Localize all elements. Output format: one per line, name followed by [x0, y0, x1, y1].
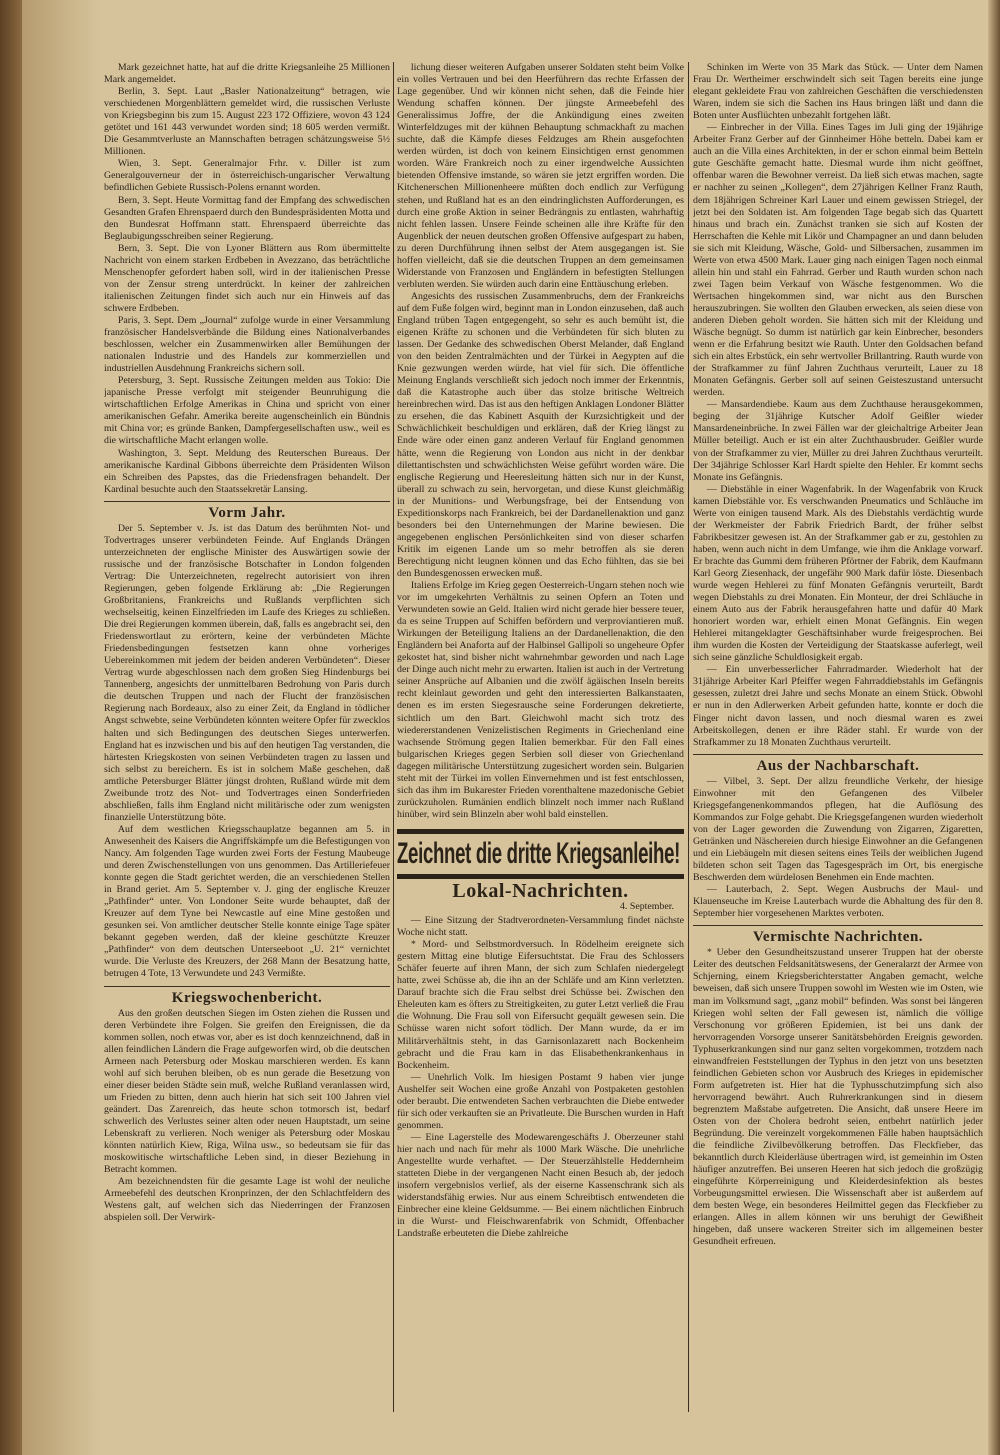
- column-rule: [393, 62, 394, 1412]
- article-paragraph: Schinken im Werte von 35 Mark das Stück. — Unter dem Namen Frau Dr. Wertheimer erschwindelt sich seit Tagen bereits eine junge elegant gekleidete Frau von zahlreichen Geschäften die verschiedensten Waren, indem sie sich die Sachen ins Haus bringen läßt und dann die Boten unter Ausflüchten unbezahlt fortgehen läßt.: [693, 62, 983, 122]
- article-paragraph: — Unehrlich Volk. Im hiesigen Postamt 9 haben vier junge Aushelfer seit Wochen eine große Anzahl von Postpaketen gestohlen oder beraubt. Die entwendeten Sachen verbrauchten die Diebe entweder für sich oder verkauften sie an Privatleute. Die Burschen wurden in Haft genommen.: [397, 1071, 684, 1131]
- article-paragraph: Italiens Erfolge im Krieg gegen Oesterreich-Ungarn stehen noch wie vor im umgekehrten Verhältnis zu seinen Opfern an Toten und Verwundeten sowie an Geld. Italien wird nicht gerade hier bessere teuer, da es seine Truppen auf Schiffen befördern und verproviantieren muß. Wirkungen der Beteiligung Italiens an der Dardanellenaktion, die den Engländern bei Anaforta auf der Halbinsel Gallipoli so ungeheure Opfer gekostet hat, sind bisher nicht wahrnehmbar geworden und nach Lage der Dinge auch nicht mehr zu erwarten. Italien ist auch in der Vertretung seiner Ansprüche auf Albanien und die zwölf ägäischen Inseln bereits recht kleinlaut geworden und geht den interessierten Balkanstaaten, denen es im ersten Siegesrausche seine Forderungen dekretierte, sichtlich um den Bart. Gleichwohl macht sich trotz des wiedererstandenen Venizelistischen Regiments in Griechenland eine wachsende Strömung gegen Italien bemerkbar. Für den Fall eines bulgarischen Krieges gegen Serbien soll dieser von Griechenland dagegen militärische Unterstützung zugesichert worden sein. Bulgarien steht mit der Türkei im vollen Einvernehmen und ist fest entschlossen, sich das ihm im Bukarester Frieden vorenthaltene mazedonische Gebiet zurückzuholen. Rumänien endlich blinzelt noch immer nach Rußland hinüber, wird sein Blinzeln aber wohl bald einstellen.: [397, 580, 684, 820]
- article-paragraph: — Eine Sitzung der Stadtverordneten-Versammlung findet nächste Woche nicht statt.: [397, 915, 684, 939]
- article-paragraph: lichung dieser weiteren Aufgaben unserer Soldaten steht beim Volke ein volles Vertrauen und bei den Heerführern das rechte Erfassen der Lage gegenüber. Und wir können nicht sehen, daß die Feinde hier Wendung schaffen können. Der jüngste Armeebefehl des Generalissimus Joffre, der die Ankündigung eines zweiten Winterfeldzuges mit der kühnen Behauptung schmackhaft zu machen suchte, daß die Kämpfe dieses Feldzuges am Rhein ausgefochten werden würden, ist doch von keinem Einsichtigen ernst genommen worden. Wäre Frankreich noch zu einer irgendwelche Aussichten bietenden Offensive imstande, so wären sie jetzt ergriffen worden. Die Kitchenerschen Millionenheere müßten doch endlich zur Verfügung stehen, und Rußland hat es an den eindringlichsten Aufforderungen, es durch eine große Aktion in seiner Bedrängnis zu entlasten, wahrhaftig nicht fehlen lassen. Unsere Feinde scheinen alle ihre Kräfte für den Augenblick der neuen deutschen großen Offensive aufgespart zu haben, zu deren Durchführung ihnen selbst der Atem ausgegangen ist. Sie hoffen vielleicht, daß sie die deutschen Truppen an dem gemeinsamen Widerstande von Franzosen und Engländern in befestigten Stellungen verbluten werden. Sie würden auch darin eine Enttäuschung erleben.: [397, 62, 684, 290]
- section-heading: Vorm Jahr.: [104, 501, 390, 519]
- article-paragraph: — Diebstähle in einer Wagenfabrik. In der Wagenfabrik von Kruck kamen Diebstähle vor. Es verschwanden Pneumatics und Schläuche im Werte von einigen tausend Mark. Als des Diebstahls verdächtig wurde der Werkmeister der Fabrik Friedrich Bardt, der früher selbst Fabrikbesitzer gewesen ist. An der Strafkammer gab er zu, gestohlen zu haben, wenn auch nicht in dem Umfange, wie ihm die Anklage vorwarf. Er brachte das Gummi dem früheren Pförtner der Fabrik, dem Kaufmann Karl Georg Ziesenhack, der ungefähr 900 Mark dafür löste. Diesenbach wurde wegen Hehlerei zu fünf Monaten Gefängnis verurteilt, Bardt wegen Diebstahls zu drei Monaten. Ein Monteur, der drei Schläuche in einem Auto aus der Fabrik herausgefahren hatte und dafür 40 Mark honoriert worden war, erhielt einen Monat Gefängnis. Ein wegen Hehlerei mitangeklagter Geschäftsinhaber wurde freigesprochen. Bei ihm wurden die Kosten der Verteidigung der Staatskasse auferlegt, weil sich seine gänzliche Schuldlosigkeit ergab.: [693, 483, 983, 664]
- article-paragraph: — Vilbel, 3. Sept. Der allzu freundliche Verkehr, der hiesige Einwohner mit den Gefangenen des Vilbeler Kriegsgefangenenkommandos pflegen, hat die Auflösung des Kommandos zur Folge gehabt. Die Kriegsgefangenen wurden wiederholt von der Lager geworden die Zuwendung von Zigarren, Zigaretten, Getränken und Näschereien durch hiesige Einwohner an die Gefangenen und ein Liebäugeln mit diesen seitens eines Teils der weiblichen Jugend bildeten schon seit Tagen das Tagesgespräch im Ort, bis energische Beschwerden dem würdelosen Benehmen ein Ende machten.: [693, 775, 983, 884]
- column-3: [693, 62, 983, 1410]
- banner-text: Zeichnet die dritte Kriegsanleihe!: [397, 836, 680, 870]
- article-paragraph: Washington, 3. Sept. Meldung des Reuterschen Bureaus. Der amerikanische Kardinal Gibbons überreichte dem Präsidenten Wilson ein Schreiben des Papstes, das die Friedensfragen behandelt. Der Kardinal besuchte auch den Staatssekretär Lansing.: [104, 447, 390, 495]
- article-paragraph: Bern, 3. Sept. Heute Vormittag fand der Empfang des schwedischen Gesandten Grafen Ehrenspaerd durch den Bundespräsidenten Motta und den Bundesrat Hoffmann statt. Ehrenspaerd überreichte das Beglaubigungsschreiben seiner Regierung.: [104, 194, 390, 242]
- article-paragraph: Angesichts des russischen Zusammenbruchs, dem der Frankreichs auf dem Fuße folgen wird, beginnt man in London einzusehen, daß auch England trüben Tagen entgegengeht, so sehr es auch bemüht ist, die eigenen Kräfte zu schonen und die Verbündeten für sich bluten zu lassen. Der Gedanke des schwedischen Oberst Melander, daß England von den beiden Zentralmächten und der Türkei in Aegypten auf die Knie gezwungen werden würde, hat viel für sich. Die öffentliche Meinung Englands verschließt sich jedoch noch immer der Erkenntnis, daß die Katastrophe auch über das stolze britische Weltreich hereinbrechen wird. Das ist aus den heftigen Anklagen Londoner Blätter zu ersehen, die das Kabinett Asquith der Kurzsichtigkeit und der Schwächlichkeit beschuldigen und erklären, daß der Krieg längst zu Ende wäre oder einen ganz anderen Verlauf für England genommen hätte, wenn die Regierung von London aus nicht in der denkbar dilettantischsten und schwächlichsten Weise geführt worden wäre. Die englische Regierung und Heeresleitung hätten sich nur in der Kunst, überall zu schwach zu sein, hervorgetan, und diese Kunst gleichmäßig in der Munitions- und Werbungsfrage, bei der Entsendung von Expeditionskorps nach Frankreich, bei der Dardanellenaktion und ganz besonders bei den Unternehmungen der Marine bewiesen. Die angegebenen englischen Persönlichkeiten sind von dieser scharfen Kritik im eigenen Lande um so mehr betroffen als sie deren Berechtigung nicht leugnen können und das Echo fühlten, das sie bei den Bundesgenossen erwecken muß.: [397, 290, 684, 579]
- article-paragraph: * Mord- und Selbstmordversuch. In Rödelheim ereignete sich gestern Mittag eine blutige Eifersuchtstat. Die Frau des Schlossers Schäfer feuerte auf ihren Mann, der sich zum Schlafen niedergelegt hatte, zwei Schüsse ab, die ihn an der Schläfe und am Kinn verletzten. Darauf brachte sich die Frau selbst drei Schüsse bei. Zwischen den Eheleuten kam es öfters zu Streitigkeiten, zu guter Letzt verließ die Frau die Wohnung. Die Frau soll von Eifersucht gequält gewesen sein. Die Schüsse waren nicht sofort tödlich. Der Mann wurde, da er im Militärverhältnis steht, in das Garnisonlazarett nach Bockenheim gebracht und die Frau kam in das Elisabethenkrankenhaus in Bockenheim.: [397, 939, 684, 1071]
- section-heading: Kriegswochenbericht.: [104, 986, 390, 1004]
- article-paragraph: Wien, 3. Sept. Generalmajor Frhr. v. Diller ist zum Generalgouverneur der in österreichisch-ungarischer Verwaltung befindlichen Gebiete Russisch-Polens ernannt worden.: [104, 158, 390, 194]
- article-paragraph: Der 5. September v. Js. ist das Datum des berühmten Not- und Todvertrages unserer verbündeten Feinde. Auf Englands Drängen unterzeichneten der englische Minister des Auswärtigen sowie der russische und der französische Botschafter in London folgenden Vertrag: Die Unterzeichneten, regelrecht autorisiert von ihren Regierungen, geben folgende Erklärung ab: „Die Regierungen Großbritaniens, Frankreichs und Rußlands verpflichten sich wechselseitig, keinen Einzelfrieden im Laufe des Krieges zu schließen. Die drei Regierungen kommen überein, daß, falls es angebracht sei, den Friedenswortlaut zu erörtern, keine der verbündeten Mächte Friedensbedingungen festsetzen kann ohne vorheriges Uebereinkommen mit jedem der beiden anderen Verbündeten“. Dieser Vertrag wurde abgeschlossen nach dem großen Sieg Hindenburgs bei Tannenberg, angesichts der unmittelbaren Bedrohung von Paris durch die deutschen Truppen und nach der Flucht der französischen Regierung nach Bordeaux, also zu einer Zeit, da England in tödlicher Angst schwebte, seine Verbündeten könnten weitere Opfer für zwecklos halten und sich Bedingungen des deutschen Sieges unterwerfen. England hat es inzwischen und bis auf den heutigen Tag verstanden, die härtesten Kriegskosten von seinen Verbündeten tragen zu lassen und sich selbst zu bereichern. Es ist in solchem Maße geschehen, daß amtliche Petersburger Blätter jüngst drohten, Rußland würde mit dem Zweibunde trotz des Not- und Todvertrages einen Sonderfrieden abschließen, falls ihm England nicht militärische oder zum wenigsten finanzielle Unterstützung böte.: [104, 522, 390, 823]
- section-date: 4. September.: [619, 901, 674, 912]
- article-paragraph: — Eine Lagerstelle des Modewarengeschäfts J. Oberzeuner stahl hier nach und nach für mehr als 1000 Mark Wäsche. Die unehrliche Angestellte wurde verhaftet. — Der Steuerzählstelle Heddernheim statteten Diebe in der vergangenen Nacht einen Besuch ab, der jedoch insofern vergebnislos verlief, als der eiserne Kassenschrank sich als widerstandsfähig erwies. Nur aus einem Schreibtisch entwendeten die Einbrecher eine kleine Geldsumme. — Bei einem nächtlichen Einbruch in die Wurst- und Fleischwarenfabrik von Schmidt, Offenbacher Landstraße erbeuteten die Diebe zahlreiche: [397, 1131, 684, 1240]
- article-paragraph: Bern, 3. Sept. Die von Lyoner Blättern aus Rom übermittelte Nachricht von einem starken Erdbeben in Avezzano, das beträchtliche Menschenopfer gefordert haben soll, wird in der italienischen Presse von der Zensur streng unterdrückt. In keiner der zahlreichen italienischen Zeitungen findet sich auch nur ein Hinweis auf das schwere Erdbeben.: [104, 242, 390, 314]
- article-paragraph: Paris, 3. Sept. Dem „Journal“ zufolge wurde in einer Versammlung französischer Handelsverbände die Bildung eines Nationalverbandes beschlossen, welcher ein Zusammenwirken aller Bemühungen der nationalen Industrie und des Handels zur kommerziellen und industriellen Ausdehnung Frankreichs sichern soll.: [104, 314, 390, 375]
- section-heading: Aus der Nachbarschaft.: [693, 754, 983, 772]
- column-rule: [688, 62, 689, 1412]
- article-paragraph: Petersburg, 3. Sept. Russische Zeitungen melden aus Tokio: Die japanische Presse verfolgt mit steigender Beunruhigung die wirtschaftlichen Erfolge Amerikas in China und spricht von einer amerikanischen Gefahr. Amerika bereite augenscheinlich ein Bündnis mit China vor; es gründe Banken, Dampfergesellschaften usw., weil es die wirtschaftliche Macht erlangen wolle.: [104, 375, 390, 447]
- article-paragraph: Aus den großen deutschen Siegen im Osten ziehen die Russen und deren Verbündete ihre Folgen. Sie greifen den Ereignissen, die da kommen sollen, noch etwas vor, aber es ist doch kennzeichnend, daß in allen feindlichen Ländern die Frage aufgeworfen wird, ob die deutschen Armeen nach Petersburg oder Moskau marschieren werden. Es kann wohl auf sich beruhen bleiben, ob es nun gerade die Besetzung von einer dieser beiden Städte sein muß, welche Rußland veranlassen wird, um Frieden zu bitten, denn auch hierin hat sich seit 100 Jahren viel geändert. Das Zarenreich, das heute schon totmorsch ist, bedarf schwerlich des Verlustes seiner alten oder neuen Hauptstadt, um seine Lebenskraft zu verlieren. Noch weniger als Petersburg oder Moskau könnten natürlich Kiew, Riga, Wilna usw., so bedeutsam sie für das moskowitische wirtschaftliche Leben sind, in dieser Beziehung in Betracht kommen.: [104, 1007, 390, 1176]
- article-paragraph: — Lauterbach, 2. Sept. Wegen Ausbruchs der Maul- und Klauenseuche im Kreise Lauterbach wurde die Abhaltung des für den 8. September hier vorgesehenen Marktes verboten.: [693, 884, 983, 920]
- article-paragraph: — Einbrecher in der Villa. Eines Tages im Juli ging der 19jährige Arbeiter Franz Gerber auf der Ginnheimer Höhe betteln. Dabei kam er auch an die Villa eines Architekten, in der er schon einmal beim Betteln gute Geschäfte gemacht hatte. Diesmal wurde ihm nicht geöffnet, offenbar waren die Bewohner verreist. Da ließ sich etwas machen, sagte er nachher zu seinen „Kollegen“, dem 27jährigen Kellner Franz Rauth, dem 18jährigen Schreiner Karl Lauer und einem gewissen Striegel, der jetzt bei den Soldaten ist. Am folgenden Tage begab sich das Quartett hinaus und brach ein. Zunächst tranken sie sich auf Kosten der Herrschaften die Kehle mit Likör und Champagner an und dann beluden sie sich mit Kleidung, Wäsche, Gold- und Silbersachen, zusammen im Werte von etwa 4500 Mark. Lauer ging nach einigen Tagen noch einmal allein hin und stahl ein Fahrrad. Gerber und Rauth wurden schon nach zwei Tagen beim Verkauf von Wäsche festgenommen. Wo die Wertsachen hingekommen sind, war nicht aus den Burschen herauszubringen. Sie wollten den Glauben erwecken, als seien diese von anderen Dieben geholt worden. Sie hätten sich mit der Kleidung und Wäsche begnügt. So dumm ist natürlich gar kein Einbrecher, besonders wenn er die Erfahrung besitzt wie Rauth. Unter den Goldsachen befand sich ein altes Erbstück, ein sehr wertvoller Brillantring. Rauth wurde von der Strafkammer zu fünf Jahren Zuchthaus verurteilt, Lauer zu 18 Monaten Gefängnis. Gerber soll auf seinen Geisteszustand untersucht werden.: [693, 122, 983, 399]
- article-paragraph: Mark gezeichnet hatte, hat auf die dritte Kriegsanleihe 25 Millionen Mark angemeldet.: [104, 62, 390, 86]
- article-paragraph: — Mansardendiebe. Kaum aus dem Zuchthause herausgekommen, beging der 31jährige Kutscher Adolf Geißler wieder Mansardeneinbrüche. In zwei Fällen war der gleichaltrige Arbeiter Jean Müller beteiligt. Auch er ist ein alter Zuchthausbruder. Geißler wurde von der Strafkammer zu vier, Müller zu drei Jahren Zuchthaus verurteilt. Der 34jährige Schlosser Karl Hardt spielte den Hehler. Er kommt sechs Monate ins Gefängnis.: [693, 399, 983, 483]
- section-heading: Lokal-Nachrichten.: [452, 879, 629, 902]
- book-binding: [0, 0, 22, 1455]
- section-heading: Vermischte Nachrichten.: [693, 925, 983, 943]
- column-1: [104, 62, 390, 1410]
- article-paragraph: Am bezeichnendsten für die gesamte Lage ist wohl der neuliche Armeebefehl des deutschen Kronprinzen, der den Schlachtfeldern des Westens galt, auf welchen sich das Niederringen der Franzosen abspielen soll. Der Verwirk-: [104, 1176, 390, 1224]
- article-paragraph: Berlin, 3. Sept. Laut „Basler Nationalzeitung“ betragen, wie verschiedenen Morgenblättern gemeldet wird, die russischen Verluste von Kriegsbeginn bis zum 15. August 223 172 Offiziere, wovon 43 124 getötet und 161 443 verwundet worden sind; 18 605 werden vermißt. Die Gesammtverluste an Mannschaften betragen schätzungsweise 5½ Millionen.: [104, 86, 390, 158]
- page-gutter: [22, 0, 100, 1455]
- column-2: [397, 62, 684, 1410]
- page-edge: [988, 0, 1000, 1455]
- war-loan-banner: [397, 829, 684, 879]
- article-paragraph: * Ueber den Gesundheitszustand unserer Truppen hat der oberste Leiter des deutschen Feldsanitätswesens, der Generalarzt der Armee von Schjerning, einem Kriegsberichterstatter Angaben gemacht, welche beweisen, daß sich unsere Truppen sowohl im Westen wie im Osten, wie man im Volksmund sagt, „ganz mobil“ befinden. Was sonst bei längeren Kriegen wohl selten der Fall gewesen ist, nämlich die völlige Verschonung vor größeren Epidemien, ist bei uns dank der hervorragenden Vorsorge unserer Sanitätsbehörden Ereignis geworden. Typhuserkrankungen sind nur ganz selten vorgekommen, trotzdem nach einwandfreien Feststellungen der Typhus in den jetzt von uns besetzten feindlichen Gebieten schon vor Ausbruch des Krieges in epidemischer Form aufgetreten ist. Hier hat die Typhusschutzimpfung sich also hervorragend bewährt. Auch Ruhrerkrankungen sind in diesem begrenztem Maßstabe aufgetreten. Die Ansicht, daß unsere Heere im Osten von der Cholera bedroht seien, entbehrt natürlich jeder Begründung. Die vereinzelt vorgekommenen Fälle haben hauptsächlich die feindliche Zivilbevölkerung betroffen. Das Fleckfieber, das bekanntlich durch Kleiderläuse übertragen wird, ist gemeinhin im Osten häufiger anzutreffen. Bei unseren Heeren hat sich jedoch die großzügig eingeführte Körperreinigung und Kleiderdesinfektion als bestes Vorbeugungsmittel erwiesen. Die Wissenschaft aber ist außerdem auf dem besten Wege, ein besonderes Heilmittel gegen das Fleckfieber zu erlangen. Alles in allem können wir uns beruhigt der Gewißheit hingeben, daß unsere wackeren Streiter sich im allgemeinen bester Gesundheit erfreuen.: [693, 947, 983, 1248]
- article-paragraph: Auf dem westlichen Kriegsschauplatze begannen am 5. in Anwesenheit des Kaisers die Angriffskämpfe um die Befestigungen von Nancy. Am folgenden Tage wurden zwei Forts der Festung Maubeuge und deren Zwischenstellungen von uns genommen. Das Artilleriefeuer konnte gegen die Stadt gerichtet werden, die an verschiedenen Stellen in Brand geriet. Am 5. September v. J. ging der englische Kreuzer „Pathfinder“ unter. Von Londoner Seite wurde behauptet, daß der Kreuzer auf dem Tyne bei Newcastle auf eine Mine gestoßen und gesunken sei. Von amtlicher deutscher Stelle konnte einige Tage später bekannt gegeben werden, daß der kleine geschützte Kreuzer „Pathfinder“ von dem deutschen Unterseeboot „U. 21“ vernichtet wurde. Die Verluste des Kreuzers, der 268 Mann der Besatzung hatte, betrugen 4 Tote, 13 Verwundete und 243 Vermißte.: [104, 823, 390, 980]
- article-paragraph: — Ein unverbesserlicher Fahrradmarder. Wiederholt hat der 31jährige Arbeiter Karl Pfeiffer wegen Fahrraddiebstahls im Gefängnis gesessen, zuletzt drei Jahre und sechs Monate an einem Stück. Obwohl er nun in den Adlerwerken Arbeit gefunden hatte, konnte er doch die Finger nicht davon lassen, und noch diesmal waren es zwei Arbeitskollegen, denen er ihre Räder stahl. Er wurde von der Strafkammer zu 18 Monaten Zuchthaus verurteilt.: [693, 664, 983, 748]
